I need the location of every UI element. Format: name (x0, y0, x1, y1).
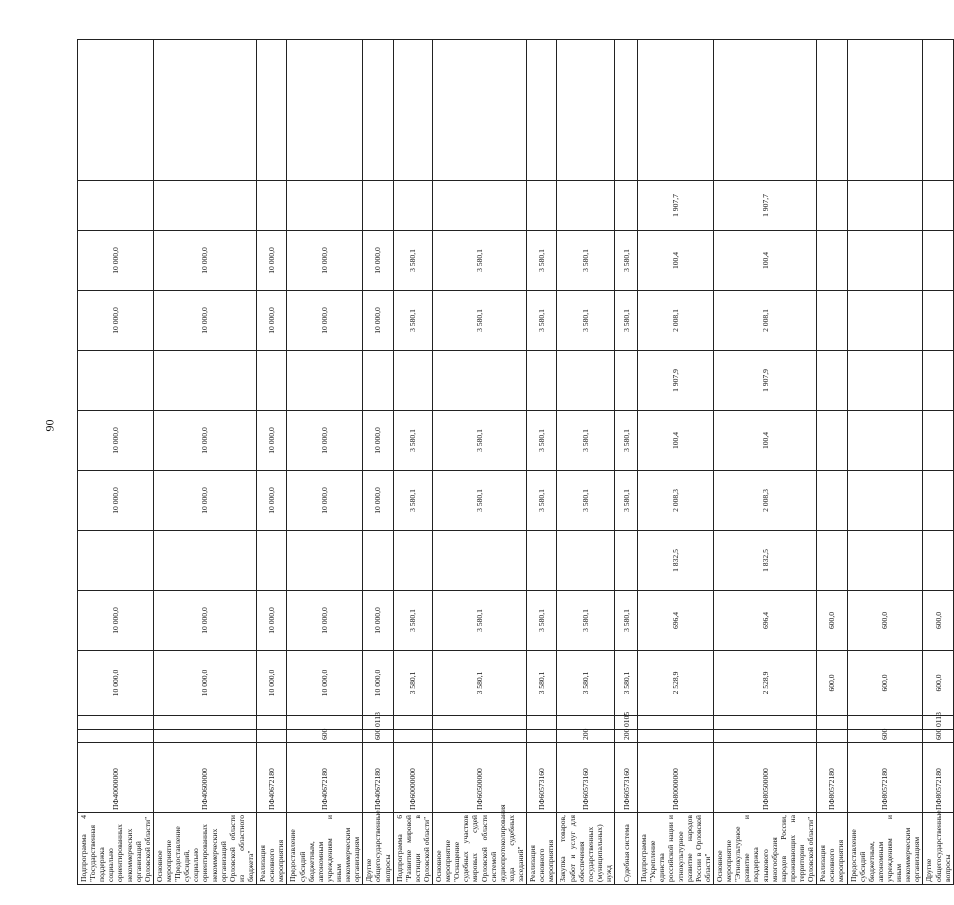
amount-cell (847, 531, 923, 591)
amount-cell: 3 580,1 (393, 471, 432, 531)
amount-cell: 3 580,1 (557, 651, 615, 716)
amount-cell (923, 531, 953, 591)
amount-cell (847, 411, 923, 471)
target-article-cell: ПФ40000000 (78, 743, 154, 813)
amount-cell: 2 528,9 (714, 651, 817, 716)
amount-cell (615, 181, 638, 231)
empty-cell (257, 40, 287, 181)
amount-cell (923, 411, 953, 471)
amount-cell: 10 000,0 (153, 411, 256, 471)
amount-cell: 10 000,0 (78, 471, 154, 531)
section-cell (527, 716, 557, 730)
amount-cell (287, 351, 363, 411)
target-article-cell: ПФ80572180 (847, 743, 923, 813)
amount-cell: 10 000,0 (153, 471, 256, 531)
amount-cell: 3 580,1 (433, 411, 527, 471)
amount-cell (257, 531, 287, 591)
amount-cell: 10 000,0 (257, 291, 287, 351)
section-cell (78, 716, 154, 730)
amount-cell (817, 471, 847, 531)
empty-cell (527, 40, 557, 181)
amount-cell: 3 580,1 (557, 411, 615, 471)
amount-cell: 10 000,0 (363, 471, 393, 531)
target-article-cell: ПФ60573160 (527, 743, 557, 813)
amount-cell: 10 000,0 (153, 651, 256, 716)
target-article-cell: ПФ80500000 (714, 743, 817, 813)
expense-type-cell (638, 730, 714, 743)
section-cell (557, 716, 615, 730)
amount-cell: 10 000,0 (287, 471, 363, 531)
amount-cell (257, 181, 287, 231)
amount-cell: 10 000,0 (363, 411, 393, 471)
amount-cell: 3 580,1 (527, 291, 557, 351)
amount-cell (923, 181, 953, 231)
amount-cell: 3 580,1 (557, 231, 615, 291)
expense-type-cell: 200 (557, 730, 615, 743)
amount-cell (923, 291, 953, 351)
section-cell (714, 716, 817, 730)
amount-cell: 10 000,0 (78, 291, 154, 351)
section-cell (153, 716, 256, 730)
amount-cell (923, 231, 953, 291)
section-cell (257, 716, 287, 730)
amount-cell (847, 291, 923, 351)
amount-cell: 600,0 (847, 651, 923, 716)
amount-cell: 3 580,1 (527, 231, 557, 291)
amount-cell: 3 580,1 (433, 471, 527, 531)
amount-cell: 10 000,0 (363, 651, 393, 716)
table-body (78, 40, 954, 885)
empty-cell (638, 40, 714, 181)
amount-cell (615, 351, 638, 411)
amount-cell (433, 181, 527, 231)
budget-table (77, 39, 954, 885)
amount-cell: 3 580,1 (557, 471, 615, 531)
amount-cell (557, 181, 615, 231)
section-cell: 0113 (363, 716, 393, 730)
section-cell (817, 716, 847, 730)
empty-cell (847, 40, 923, 181)
amount-cell (393, 351, 432, 411)
empty-cell (153, 40, 256, 181)
amount-cell (847, 231, 923, 291)
row-name-cell: Предоставление субсидий бюджетным, автономным учреждениям и иным некоммерческим организациям (847, 813, 923, 885)
amount-cell: 1 907,7 (638, 181, 714, 231)
table-row (287, 40, 363, 885)
amount-cell: 3 580,1 (557, 291, 615, 351)
amount-cell: 696,4 (714, 591, 817, 651)
empty-cell (363, 40, 393, 181)
amount-cell: 600,0 (817, 591, 847, 651)
amount-cell (847, 181, 923, 231)
table-row (153, 40, 256, 885)
section-cell (393, 716, 432, 730)
amount-cell (153, 181, 256, 231)
empty-cell (714, 40, 817, 181)
table-row (78, 40, 154, 885)
amount-cell (363, 181, 393, 231)
amount-cell: 10 000,0 (287, 651, 363, 716)
target-article-cell: ПФ40672180 (363, 743, 393, 813)
amount-cell: 10 000,0 (257, 471, 287, 531)
amount-cell: 3 580,1 (393, 291, 432, 351)
amount-cell: 10 000,0 (153, 591, 256, 651)
table-row (817, 40, 847, 885)
amount-cell (433, 531, 527, 591)
amount-cell: 3 580,1 (557, 591, 615, 651)
amount-cell (527, 181, 557, 231)
target-article-cell: ПФ80000000 (638, 743, 714, 813)
amount-cell: 3 580,1 (393, 231, 432, 291)
amount-cell: 600,0 (923, 651, 953, 716)
amount-cell: 1 907,9 (638, 351, 714, 411)
amount-cell (433, 351, 527, 411)
expense-type-cell: 600 (363, 730, 393, 743)
amount-cell: 10 000,0 (257, 411, 287, 471)
row-name-cell: Реализация основного мероприятия (257, 813, 287, 885)
amount-cell: 10 000,0 (257, 651, 287, 716)
amount-cell (287, 531, 363, 591)
amount-cell: 3 580,1 (615, 471, 638, 531)
target-article-cell: ПФ60500000 (433, 743, 527, 813)
amount-cell (817, 351, 847, 411)
expense-type-cell (257, 730, 287, 743)
amount-cell: 600,0 (923, 591, 953, 651)
amount-cell: 600,0 (847, 591, 923, 651)
table-row (393, 40, 432, 885)
amount-cell: 10 000,0 (287, 291, 363, 351)
section-cell: 0113 (923, 716, 953, 730)
target-article-cell: ПФ60573160 (557, 743, 615, 813)
amount-cell: 10 000,0 (257, 591, 287, 651)
amount-cell: 3 580,1 (393, 651, 432, 716)
amount-cell: 2 008,3 (714, 471, 817, 531)
amount-cell: 10 000,0 (153, 291, 256, 351)
expense-type-cell (527, 730, 557, 743)
row-name-cell: Основное мероприятие "Оснащение судебных участков мировых судей Орловской области системой аудиопротоколирования хода судебных заседаний" (433, 813, 527, 885)
amount-cell (557, 531, 615, 591)
expense-type-cell (433, 730, 527, 743)
amount-cell (817, 291, 847, 351)
amount-cell: 10 000,0 (78, 591, 154, 651)
row-name-cell: Реализация основного мероприятия (817, 813, 847, 885)
target-article-cell: ПФ40600000 (153, 743, 256, 813)
amount-cell: 3 580,1 (393, 591, 432, 651)
amount-cell (393, 181, 432, 231)
amount-cell (363, 531, 393, 591)
amount-cell (817, 531, 847, 591)
table-row (923, 40, 953, 885)
row-name-cell: Реализация основного мероприятия (527, 813, 557, 885)
expense-type-cell: 200 (615, 730, 638, 743)
table-row (847, 40, 923, 885)
amount-cell (153, 351, 256, 411)
amount-cell (527, 351, 557, 411)
amount-cell: 100,4 (638, 231, 714, 291)
section-cell (638, 716, 714, 730)
row-name-cell: Основное мероприятие "Предоставление субсидий, социально ориентированных некоммерческих организаций Орловской области из областного бюджета" (153, 813, 256, 885)
table-row (363, 40, 393, 885)
amount-cell: 10 000,0 (78, 411, 154, 471)
amount-cell: 3 580,1 (615, 651, 638, 716)
table-row (714, 40, 817, 885)
amount-cell: 3 580,1 (527, 471, 557, 531)
amount-cell (557, 351, 615, 411)
row-name-cell: Основное мероприятие "Этнокультурное развитие и поддержка языкового многообразия народов России, проживающих на территории Орловской области" (714, 813, 817, 885)
empty-cell (615, 40, 638, 181)
amount-cell: 10 000,0 (287, 231, 363, 291)
row-name-cell: Подпрограмма 4 "Государственная поддержка социально ориентированных некоммерческих организаций Орловской области" (78, 813, 154, 885)
amount-cell: 10 000,0 (287, 411, 363, 471)
amount-cell (615, 531, 638, 591)
target-article-cell: ПФ40672180 (287, 743, 363, 813)
amount-cell: 100,4 (714, 231, 817, 291)
section-cell (847, 716, 923, 730)
expense-type-cell (817, 730, 847, 743)
amount-cell: 1 907,9 (714, 351, 817, 411)
amount-cell: 10 000,0 (153, 231, 256, 291)
amount-cell: 1 907,7 (714, 181, 817, 231)
amount-cell (78, 351, 154, 411)
expense-type-cell (78, 730, 154, 743)
rotated-table-wrapper (77, 40, 952, 885)
amount-cell: 3 580,1 (393, 411, 432, 471)
amount-cell (847, 351, 923, 411)
amount-cell: 3 580,1 (433, 231, 527, 291)
expense-type-cell (393, 730, 432, 743)
expense-type-cell: 600 (287, 730, 363, 743)
amount-cell (393, 531, 432, 591)
amount-cell: 10 000,0 (363, 291, 393, 351)
expense-type-cell: 600 (923, 730, 953, 743)
table-row (638, 40, 714, 885)
target-article-cell: ПФ80572180 (817, 743, 847, 813)
section-cell (287, 716, 363, 730)
empty-cell (393, 40, 432, 181)
row-name-cell: Предоставление субсидий бюджетным, автономным учреждениям и иным некоммерческим организациям (287, 813, 363, 885)
amount-cell: 100,4 (638, 411, 714, 471)
amount-cell: 10 000,0 (287, 591, 363, 651)
amount-cell (847, 471, 923, 531)
amount-cell: 2 008,1 (638, 291, 714, 351)
amount-cell: 3 580,1 (527, 651, 557, 716)
amount-cell (78, 181, 154, 231)
amount-cell: 10 000,0 (363, 231, 393, 291)
amount-cell: 3 580,1 (615, 411, 638, 471)
amount-cell: 3 580,1 (615, 591, 638, 651)
amount-cell: 3 580,1 (615, 231, 638, 291)
empty-cell (433, 40, 527, 181)
target-article-cell: ПФ80572180 (923, 743, 953, 813)
expense-type-cell (153, 730, 256, 743)
section-cell: 0105 (615, 716, 638, 730)
table-row (257, 40, 287, 885)
amount-cell (817, 411, 847, 471)
target-article-cell: ПФ40672180 (257, 743, 287, 813)
amount-cell: 600,0 (817, 651, 847, 716)
amount-cell: 3 580,1 (433, 591, 527, 651)
amount-cell: 3 580,1 (527, 411, 557, 471)
amount-cell (527, 531, 557, 591)
page-number: 90 (42, 419, 57, 432)
amount-cell (257, 351, 287, 411)
amount-cell: 3 580,1 (433, 651, 527, 716)
amount-cell: 2 008,3 (638, 471, 714, 531)
amount-cell: 1 832,5 (714, 531, 817, 591)
amount-cell: 3 580,1 (615, 291, 638, 351)
target-article-cell: ПФ60573160 (615, 743, 638, 813)
amount-cell (78, 531, 154, 591)
expense-type-cell (714, 730, 817, 743)
amount-cell (363, 351, 393, 411)
amount-cell: 696,4 (638, 591, 714, 651)
row-name-cell: Закупка товаров, работ и услуг для обеспечения государственных (муниципальных) нужд (557, 813, 615, 885)
amount-cell: 2 528,9 (638, 651, 714, 716)
row-name-cell: Другие общегосударственные вопросы (923, 813, 953, 885)
empty-cell (923, 40, 953, 181)
table-row (615, 40, 638, 885)
row-name-cell: Подпрограмма "Укрепление единства российской нации и этнокультурное развитие народов России в Орловской области" (638, 813, 714, 885)
empty-cell (817, 40, 847, 181)
amount-cell: 10 000,0 (78, 231, 154, 291)
amount-cell (287, 181, 363, 231)
row-name-cell: Судебная система (615, 813, 638, 885)
expense-type-cell: 600 (847, 730, 923, 743)
amount-cell: 10 000,0 (78, 651, 154, 716)
empty-cell (287, 40, 363, 181)
amount-cell (923, 351, 953, 411)
table-row (557, 40, 615, 885)
amount-cell (923, 471, 953, 531)
empty-cell (78, 40, 154, 181)
amount-cell: 1 832,5 (638, 531, 714, 591)
amount-cell (817, 231, 847, 291)
amount-cell: 10 000,0 (257, 231, 287, 291)
table-row (433, 40, 527, 885)
table-row (527, 40, 557, 885)
amount-cell: 3 580,1 (433, 291, 527, 351)
row-name-cell: Другие общегосударственные вопросы (363, 813, 393, 885)
target-article-cell: ПФ60000000 (393, 743, 432, 813)
amount-cell: 2 008,1 (714, 291, 817, 351)
amount-cell: 100,4 (714, 411, 817, 471)
amount-cell: 3 580,1 (527, 591, 557, 651)
row-name-cell: Подпрограмма 6 "Развитие мировой юстиции в Орловской области" (393, 813, 432, 885)
amount-cell: 10 000,0 (363, 591, 393, 651)
amount-cell (153, 531, 256, 591)
section-cell (433, 716, 527, 730)
amount-cell (817, 181, 847, 231)
empty-cell (557, 40, 615, 181)
